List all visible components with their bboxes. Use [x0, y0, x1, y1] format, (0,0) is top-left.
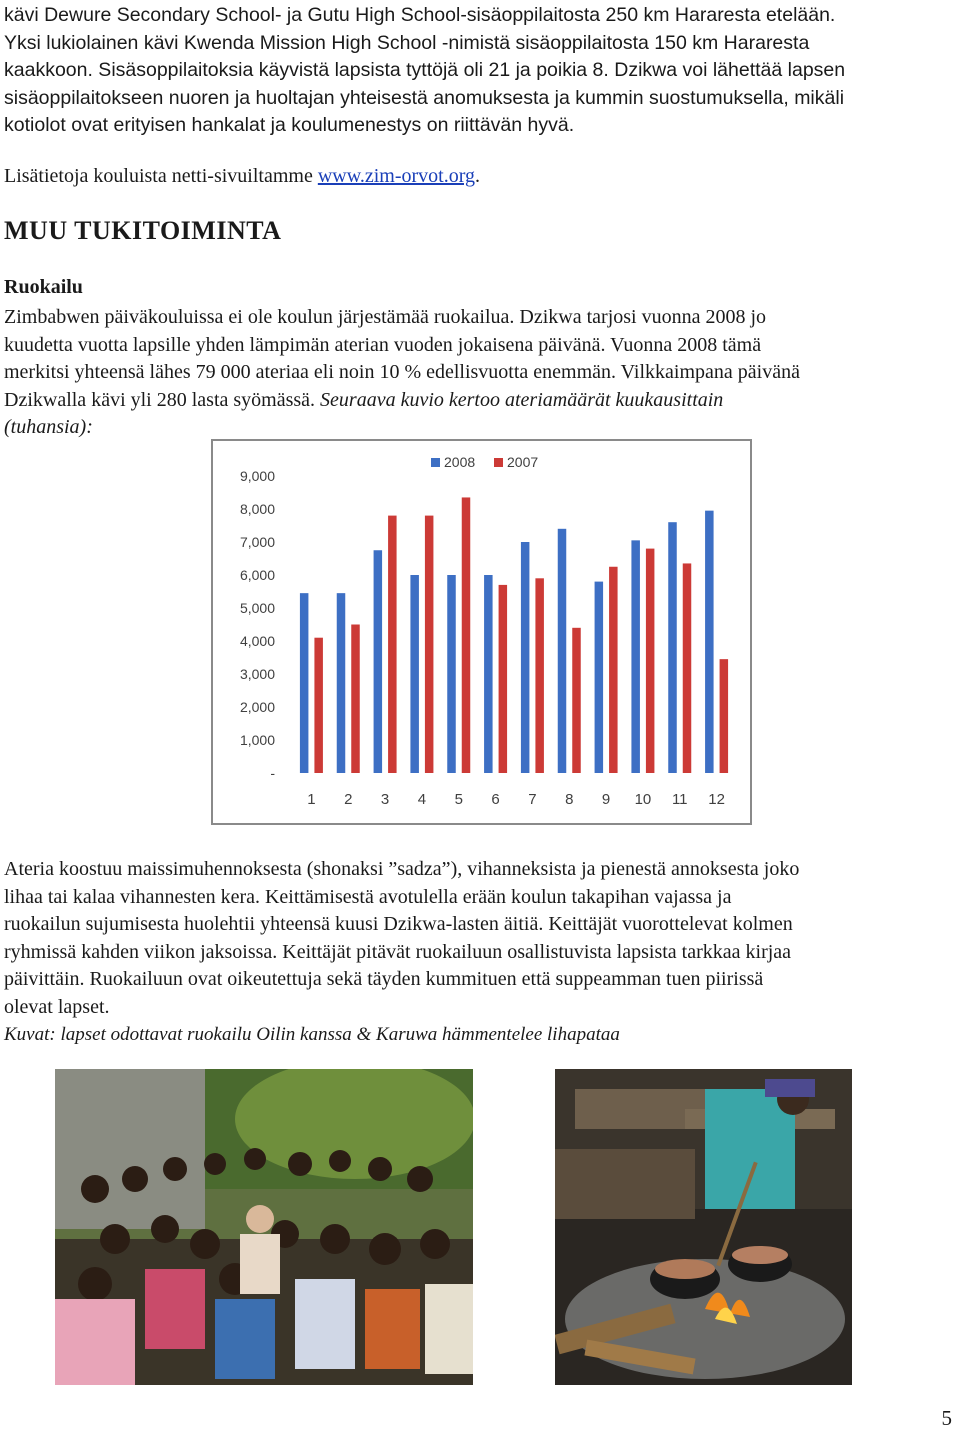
bar-2007 [646, 549, 655, 773]
intro-line: Yksi lukiolainen kävi Kwenda Mission High School -nimistä sisäoppilaitosta 150 km Hararesta [4, 31, 810, 54]
bar-2008 [337, 593, 346, 773]
y-tick-label: - [270, 765, 275, 781]
meal-line: ryhmissä kahden viikon jaksoissa. Keittäjät pitävät ruokailuun osallistuvista lapsista tarkkaa kirjaa [4, 940, 792, 963]
ruokailu-line: merkitsi yhteensä lähes 79 000 ateriaa eli noin 10 % edellisvuotta enemmän. Vilkkaimpana päivänä [4, 361, 800, 383]
bar-2008 [521, 542, 530, 773]
x-tick-label: 10 [634, 791, 652, 808]
x-tick-label: 12 [708, 791, 725, 808]
ruokailu-line: Zimbabwen päiväkouluissa ei ole koulun järjestämää ruokailua. Dzikwa tarjosi vuonna 2008 jo [4, 306, 767, 328]
bar-2008 [631, 540, 640, 773]
intro-line: kaakkoon. Sisäsoppilaitoksia käyvistä lapsista tyttöjä oli 21 ja poikia 8. Dzikwa voi lähettää lapsen [4, 59, 846, 81]
bar-2007 [499, 585, 508, 773]
ruokailu-paragraph [4, 304, 956, 442]
y-tick-label: 6,000 [239, 567, 275, 583]
bar-2008 [374, 550, 383, 773]
bar-2008 [300, 593, 309, 773]
y-tick-label: 3,000 [239, 666, 275, 682]
meals-chart [211, 439, 752, 825]
meal-line: päivittäin. Ruokailuun ovat oikeutettuja sekä täyden kummituen että suppeamman tuen piirissä [4, 968, 764, 990]
intro-line: sisäoppilaitokseen nuoren ja huoltajan yhteisestä anomuksesta ja kummin suostumuksella, mikäli [4, 86, 845, 109]
subsection-title: Ruokailu [4, 276, 83, 298]
x-tick-label: 3 [380, 791, 390, 808]
y-tick-label: 4,000 [239, 633, 275, 649]
legend-swatch [431, 458, 440, 467]
ruokailu-last-plain: Dzikwalla kävi yli 280 lasta syömässä. [4, 388, 321, 411]
x-tick-label: 6 [491, 791, 500, 808]
photo-caption: Kuvat: lapset odottavat ruokailu Oilin kanssa & Karuwa hämmentelee lihapataa [4, 1024, 620, 1045]
y-tick-label: 8,000 [239, 501, 275, 517]
ruokailu-line [4, 387, 956, 415]
legend-label: 2007 [507, 454, 539, 470]
legend-label: 2008 [444, 454, 476, 470]
y-tick-label: 7,000 [239, 534, 275, 550]
x-tick-label: 11 [671, 791, 688, 808]
bar-2008 [558, 529, 567, 773]
meal-line: lihaa tai kalaa vihannesten kera. Keittämisestä avotulella erään koulun takapihan vajassa ja [4, 885, 732, 908]
x-tick-label: 1 [307, 791, 316, 808]
more-info-suffix: . [475, 165, 481, 187]
meal-line: olevat lapset. [4, 995, 110, 1018]
bar-2008 [595, 582, 604, 773]
bar-2008 [668, 522, 677, 773]
photo-children-waiting [55, 1069, 473, 1385]
section-title: MUU TUKITOIMINTA [4, 216, 282, 245]
page-number: 5 [941, 1406, 952, 1430]
y-tick-label: 5,000 [239, 600, 275, 616]
more-info-prefix: Lisätietoja kouluista netti-sivuiltamme [4, 165, 318, 187]
bar-2007 [572, 628, 581, 773]
chart-caption: Seuraava kuvio kertoo ateriamäärät kuukausittain [320, 388, 724, 411]
children-photo-image [55, 1069, 473, 1385]
bar-2008 [705, 511, 714, 773]
intro-line: kävi Dewure Secondary School- ja Gutu High School-sisäoppilaitosta 250 km Hararesta etelään. [4, 4, 836, 26]
bar-2008 [484, 575, 493, 773]
y-tick-label: 1,000 [239, 732, 275, 748]
bar-2008 [410, 575, 419, 773]
bar-2007 [388, 516, 397, 773]
bar-2007 [683, 563, 692, 773]
bar-2007 [720, 659, 729, 773]
cooking-photo-image [555, 1069, 852, 1385]
meals-chart-svg [213, 441, 750, 823]
intro-line: kotiolot ovat erityisen hankalat ja koulumenestys on riittävän hyvä. [4, 114, 575, 136]
more-info-line [4, 163, 956, 191]
bar-2007 [425, 516, 434, 773]
x-tick-label: 4 [417, 791, 427, 808]
bar-2007 [462, 497, 471, 773]
website-link[interactable]: www.zim-orvot.org [317, 165, 476, 187]
ruokailu-line: kuudetta vuotta lapsille yhden lämpimän aterian vuoden jokaisena päivänä. Vuonna 2008 tämä [4, 333, 762, 356]
x-tick-label: 8 [565, 791, 574, 808]
y-tick-label: 2,000 [239, 699, 275, 715]
chart-caption-cont: (tuhansia): [4, 416, 93, 438]
bar-2007 [314, 638, 323, 773]
bar-2007 [609, 567, 618, 773]
x-tick-label: 7 [528, 791, 537, 808]
bar-2007 [351, 625, 360, 774]
x-tick-label: 2 [344, 791, 353, 808]
meal-line: ruokailun sujumisesta huolehtii yhteensä kuusi Dzikwa-lasten äitiä. Keittäjät vuorottelevat kolmen [4, 913, 793, 935]
x-tick-label: 5 [454, 791, 463, 808]
meal-line: Ateria koostuu maissimuhennoksesta (shonaksi ”sadza”), vihanneksista ja pienestä annoksesta joko [4, 858, 800, 880]
photo-cooking [555, 1069, 852, 1385]
legend-swatch [494, 458, 503, 467]
bar-2008 [447, 575, 456, 773]
x-tick-label: 9 [601, 791, 611, 808]
meal-description-paragraph [4, 856, 956, 1049]
y-tick-label: 9,000 [239, 468, 275, 484]
intro-paragraph [4, 2, 956, 140]
bar-2007 [535, 578, 544, 773]
